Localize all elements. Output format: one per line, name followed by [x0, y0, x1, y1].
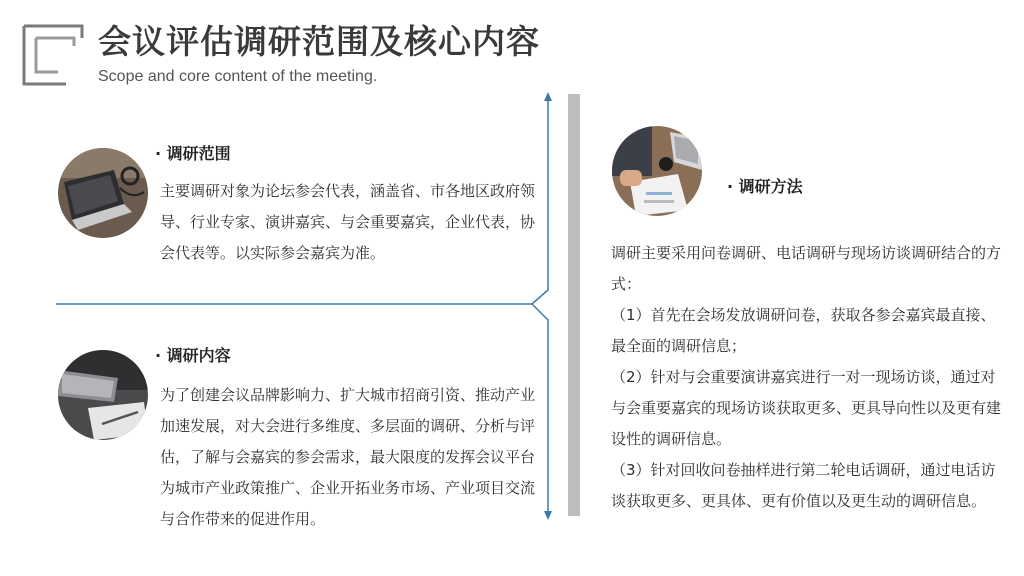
laptop-notebook-photo-icon: [58, 350, 148, 440]
desk-work-photo-icon: [612, 126, 702, 216]
method-paragraph: 调研主要采用问卷调研、电话调研与现场访谈调研结合的方式：: [611, 244, 1002, 293]
page-subtitle: Scope and core content of the meeting.: [98, 68, 378, 85]
method-paragraph: （2）针对与会重要演讲嘉宾进行一对一现场访谈，通过对与会重要嘉宾的现场访谈获取更多、更具导向性以及更有建设性的调研信息。: [611, 368, 1002, 448]
method-paragraph: （3）针对回收问卷抽样进行第二轮电话调研，通过电话访谈获取更多、更具体、更有价值以及更生动的调研信息。: [611, 461, 996, 510]
content-body: 为了创建会议品牌影响力、扩大城市招商引资、推动产业加速发展，对大会进行多维度、多层面的调研、分析与评估，了解与会嘉宾的参会需求，最大限度的发挥会议平台为城市产业政策推广、企业开拓业务市场、产业项目交流与合作带来的促进作用。: [160, 386, 536, 528]
laptop-photo-icon: [58, 148, 148, 238]
content-heading: · 调研内容: [155, 346, 231, 365]
scope-heading: · 调研范围: [155, 144, 231, 163]
method-body: [611, 238, 1001, 517]
method-heading: · 调研方法: [727, 177, 803, 196]
method-paragraph: （1）首先在会场发放调研问卷，获取各参会嘉宾最直接、最全面的调研信息；: [611, 306, 996, 355]
scope-body: 主要调研对象为论坛参会代表，涵盖省、市各地区政府领导、行业专家、演讲嘉宾、与会重要嘉宾，企业代表，协会代表等。以实际参会嘉宾为准。: [160, 182, 536, 262]
corner-bracket-logo-icon: [22, 24, 84, 86]
vertical-divider: [568, 94, 580, 516]
page-title: 会议评估调研范围及核心内容: [98, 22, 540, 61]
